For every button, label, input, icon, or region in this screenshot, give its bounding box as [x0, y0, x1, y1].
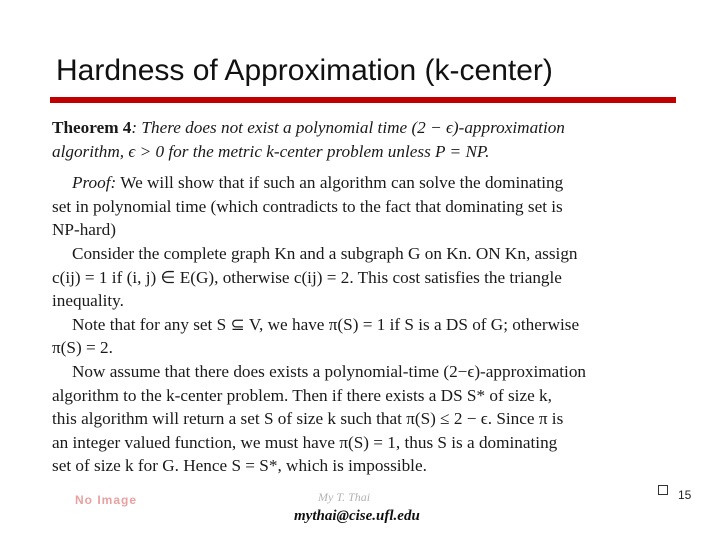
- proof-line-2: set in polynomial time (which contradicts to the fact that dominating set is: [52, 196, 563, 216]
- slide-body: [52, 116, 676, 478]
- theorem-text: : There does not exist a polynomial time (2 − ϵ)-approximation: [131, 118, 565, 137]
- proof-line-8: π(S) = 2.: [52, 338, 113, 358]
- title-underline: [50, 97, 676, 103]
- footer-logo-placeholder: No Image: [74, 493, 137, 507]
- proof-line-12: an integer valued function, we must have π(S) = 1, thus S is a dominating: [52, 432, 558, 452]
- footer-email: mythai@cise.ufl.edu: [294, 508, 420, 524]
- proof-text: We will show that if such an algorithm can solve the dominating: [116, 173, 564, 193]
- proof-line-6: inequality.: [52, 291, 124, 311]
- proof-line-5: c(ij) = 1 if (i, j) ∈ E(G), otherwise c(ij) = 2. This cost satisfies the triangle: [52, 267, 562, 287]
- checkbox-icon: [658, 485, 668, 495]
- proof-label: Proof:: [72, 173, 117, 193]
- proof-line-13: set of size k for G. Hence S = S*, which is impossible.: [52, 456, 427, 476]
- proof-line-7: Note that for any set S ⊆ V, we have π(S) = 1 if S is a DS of G; otherwise: [72, 314, 580, 334]
- theorem-label: Theorem 4: [52, 118, 132, 137]
- proof-line-1: [52, 171, 676, 195]
- proof-line-9: Now assume that there does exists a polynomial-time (2−ϵ)-approximation: [72, 361, 587, 381]
- theorem-line-1: [52, 116, 676, 140]
- theorem-line-2: algorithm, ϵ > 0 for the metric k-center problem unless P = NP.: [52, 141, 490, 161]
- page-number: 15: [678, 488, 692, 502]
- proof-line-3: NP-hard): [52, 220, 116, 240]
- slide-title: Hardness of Approximation (k-center): [56, 54, 553, 87]
- proof-line-4: Consider the complete graph Kn and a subgraph G on Kn. ON Kn, assign: [72, 243, 578, 263]
- footer-author: My T. Thai: [318, 490, 371, 504]
- proof-line-11: this algorithm will return a set S of size k such that π(S) ≤ 2 − ϵ. Since π is: [52, 409, 564, 429]
- proof-line-10: algorithm to the k-center problem. Then if there exists a DS S* of size k,: [52, 385, 552, 405]
